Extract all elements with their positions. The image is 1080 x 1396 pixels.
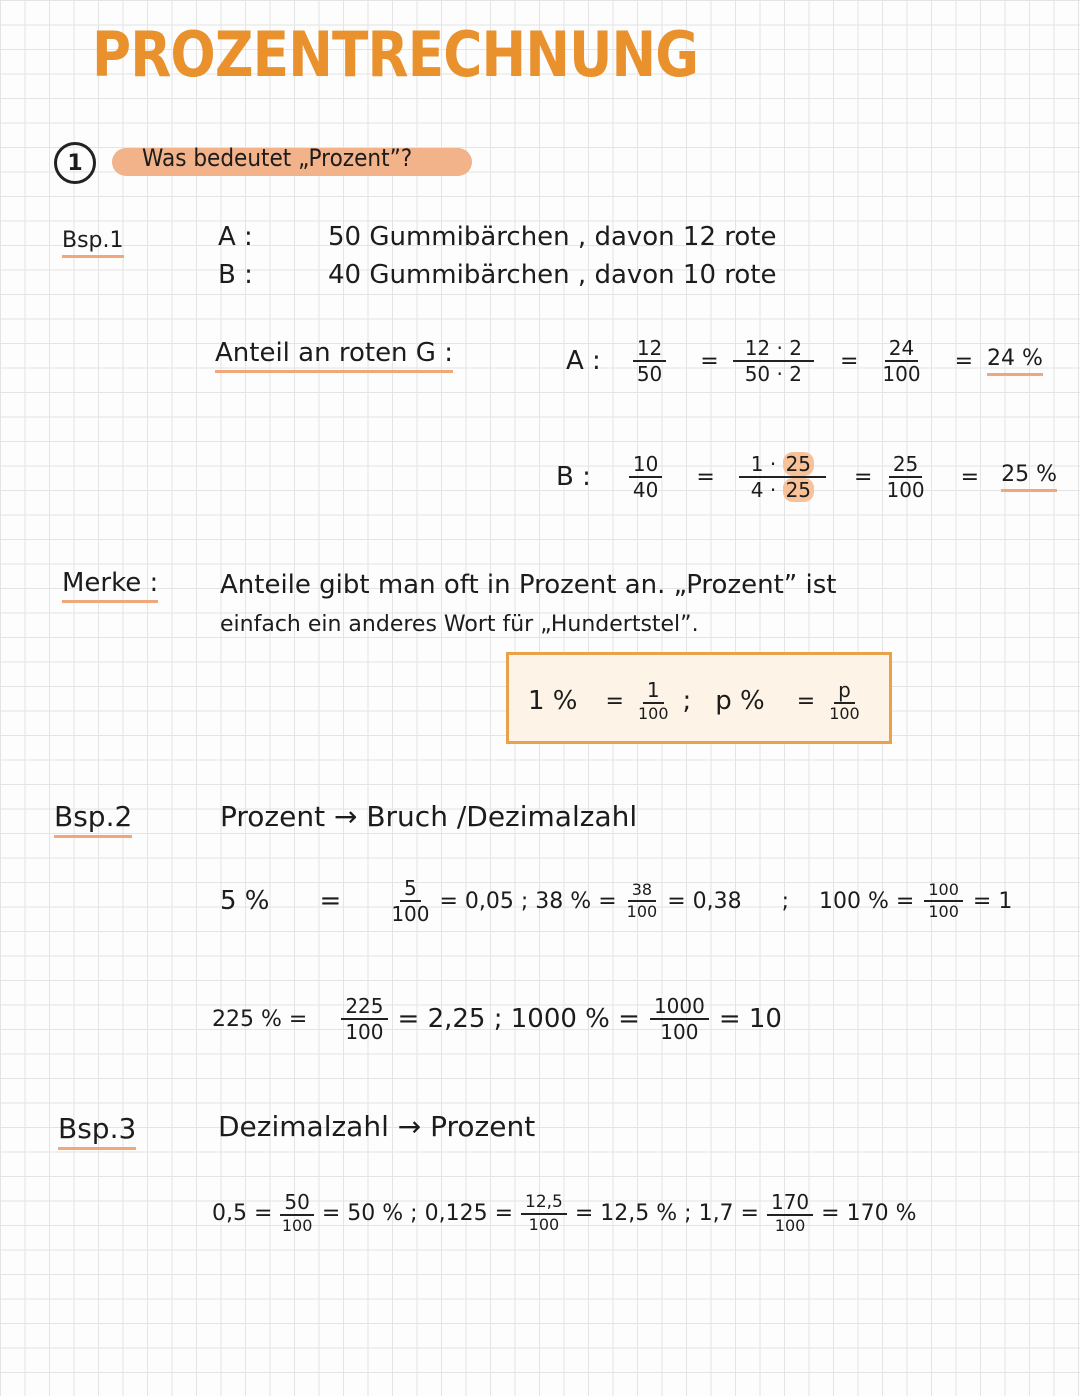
- fraction: [521, 1191, 567, 1234]
- calc-b-fraction-2: [739, 454, 826, 500]
- numerator: 12: [633, 338, 666, 362]
- expression: = 0,38: [667, 888, 742, 914]
- denominator: 50 · 2: [744, 362, 802, 386]
- equals: =: [854, 464, 873, 490]
- numerator: p: [834, 680, 855, 704]
- calc-b-result: 25 %: [1001, 462, 1057, 492]
- expression: = 50 % ; 0,125 =: [321, 1200, 513, 1226]
- equals: =: [960, 464, 980, 490]
- calc-a: [566, 338, 1043, 384]
- expression: = 12,5 % ; 1,7 =: [574, 1200, 759, 1226]
- equals: =: [696, 464, 715, 490]
- equals: =: [605, 688, 624, 714]
- line-b-text: 40 Gummibärchen , davon 10 rote: [328, 260, 777, 290]
- denominator: 50: [636, 362, 663, 386]
- line-a-key: A :: [218, 222, 253, 252]
- decimal-value: 0,5 =: [212, 1200, 273, 1226]
- numerator: 24: [885, 338, 918, 362]
- numerator: 50: [280, 1192, 313, 1216]
- fraction: [341, 996, 387, 1042]
- denominator: 100: [774, 1216, 806, 1235]
- denominator: 100: [281, 1216, 313, 1235]
- fraction: [280, 1192, 313, 1234]
- example-3-row-1: [212, 1192, 917, 1234]
- line-a-text: 50 Gummibärchen , davon 12 rote: [328, 222, 777, 252]
- calc-b-fraction-1: [629, 454, 662, 500]
- denominator: 100: [660, 1020, 699, 1044]
- denominator: 100: [882, 362, 921, 386]
- calc-b-fraction-3: [886, 454, 924, 500]
- calc-b-key: B :: [556, 462, 591, 492]
- numerator: 25: [889, 454, 922, 478]
- numerator: 12,5: [521, 1194, 567, 1215]
- example-3-label-text: Bsp.3: [58, 1112, 136, 1150]
- percent-value: 225 % =: [212, 1006, 308, 1032]
- calc-a-fraction-2: [733, 338, 814, 384]
- example-2-label-text: Bsp.2: [54, 800, 132, 838]
- note-line-1: Anteile gibt man oft in Prozent an. „Prozent” ist: [220, 570, 837, 600]
- numerator: 10: [629, 454, 662, 478]
- expression: 100 % =: [819, 888, 915, 914]
- page-title: PROZENTRECHNUNG: [92, 18, 699, 91]
- line-b-key: B :: [218, 260, 253, 290]
- equals: =: [796, 688, 816, 714]
- numerator: 100: [924, 882, 963, 902]
- fraction: [767, 1192, 813, 1234]
- fraction: [924, 882, 963, 920]
- numerator: 1: [643, 680, 664, 704]
- denominator: 100: [345, 1020, 384, 1044]
- definition-fraction-2: [829, 680, 860, 722]
- example-3-label: [58, 1112, 136, 1145]
- denominator: [751, 478, 814, 500]
- numerator: 5: [400, 878, 421, 902]
- example-2-label: [54, 800, 132, 833]
- denominator-factor: 4 ·: [750, 478, 777, 502]
- example-2-row-1: [220, 878, 1012, 924]
- numerator: 1000: [650, 996, 709, 1020]
- section-number-badge: 1: [54, 142, 96, 184]
- share-label-text: Anteil an roten G :: [215, 338, 453, 373]
- example-1-label: [62, 228, 124, 253]
- calc-b: [556, 454, 1057, 500]
- example-2-heading: Prozent → Bruch /Dezimalzahl: [220, 800, 638, 833]
- denominator: 100: [528, 1214, 560, 1234]
- highlighted-factor: 25: [783, 478, 814, 502]
- section-heading: Was bedeutet „Prozent”?: [142, 144, 413, 172]
- numerator: 225: [341, 996, 387, 1020]
- denominator: 100: [391, 902, 430, 926]
- definition-formula: [528, 680, 860, 722]
- calc-a-result: 24 %: [987, 346, 1043, 376]
- expression: = 2,25 ; 1000 % =: [397, 1004, 640, 1034]
- equals: =: [839, 348, 859, 374]
- share-label: [215, 338, 453, 368]
- equals: =: [319, 886, 342, 916]
- equals: =: [954, 348, 974, 374]
- highlighted-factor: 25: [783, 452, 814, 476]
- expression: = 0,05 ; 38 % =: [439, 888, 617, 914]
- percent-value: 5 %: [220, 886, 270, 916]
- note-label-text: Merke :: [62, 568, 158, 603]
- denominator: 100: [928, 902, 959, 921]
- denominator: 100: [626, 902, 658, 921]
- numerator: 38: [628, 882, 656, 902]
- separator: ;: [781, 888, 790, 914]
- calc-a-fraction-1: [633, 338, 666, 384]
- numerator: 12 · 2: [733, 338, 814, 362]
- note-label: [62, 568, 158, 598]
- equals: =: [700, 348, 719, 374]
- calc-a-key: A :: [566, 346, 601, 376]
- example-2-row-2: [212, 996, 782, 1042]
- numerator: [739, 454, 826, 478]
- expression: = 10: [718, 1004, 782, 1034]
- fraction: [650, 996, 709, 1042]
- example-1-label-text: Bsp.1: [62, 228, 124, 258]
- example-3-heading: Dezimalzahl → Prozent: [218, 1110, 536, 1143]
- p-percent: p %: [715, 686, 765, 716]
- denominator: 100: [829, 704, 860, 723]
- note-line-2: einfach ein anderes Wort für „Hundertstel”.: [220, 612, 699, 637]
- definition-fraction-1: [638, 680, 669, 722]
- one-percent: 1 %: [528, 686, 578, 716]
- separator: ;: [682, 686, 692, 716]
- denominator: 100: [637, 704, 669, 723]
- expression: = 1: [972, 888, 1013, 914]
- calc-a-fraction-3: [882, 338, 920, 384]
- numerator-factor: 1 ·: [750, 452, 777, 476]
- numerator: 170: [767, 1192, 813, 1216]
- denominator: 40: [632, 478, 659, 502]
- fraction: [627, 882, 658, 920]
- expression: = 170 %: [821, 1200, 917, 1226]
- fraction: [391, 878, 429, 924]
- denominator: 100: [886, 478, 925, 502]
